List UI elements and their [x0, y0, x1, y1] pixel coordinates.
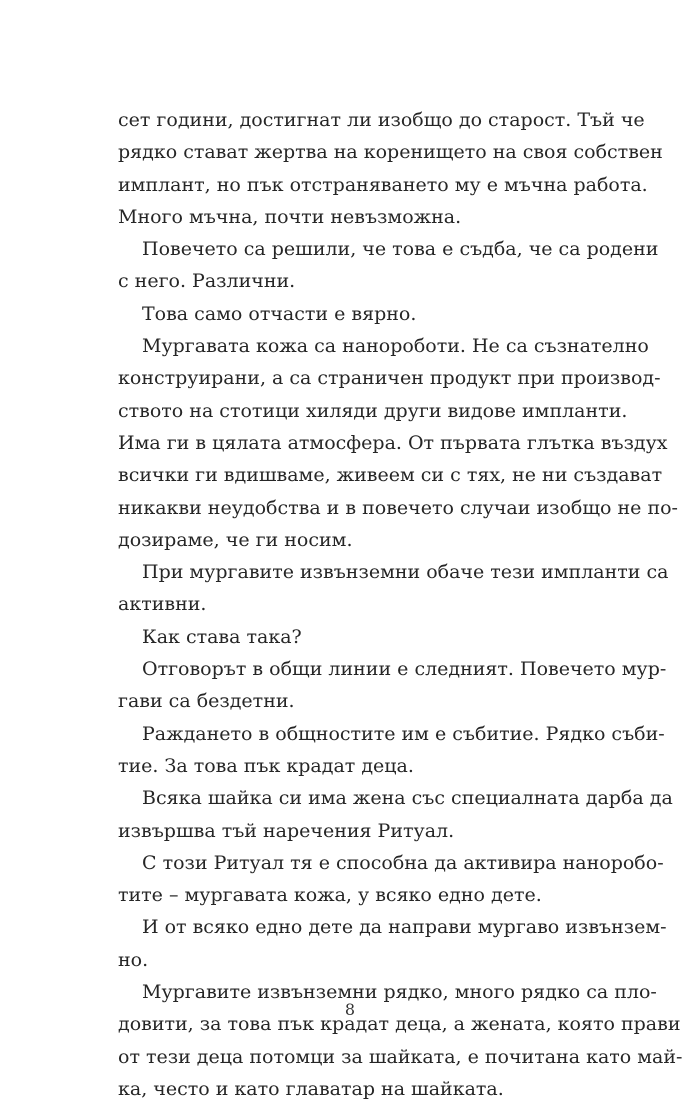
text-line: конструирани, а са страничен продукт при производ- — [118, 367, 661, 390]
text-line: рядко стават жертва на коренището на своя собствен — [118, 141, 663, 164]
text-line: Това само отчасти е вярно. — [142, 302, 417, 325]
text-line: дозираме, че ги носим. — [118, 528, 353, 551]
text-line: При мургавите извънземни обаче тези импланти са — [142, 561, 669, 584]
text-line: тие. За това пък крадат деца. — [118, 754, 414, 777]
text-line: Има ги в цялата атмосфера. От първата глътка въздух — [118, 431, 668, 454]
text-line: извършва тъй наречения Ритуал. — [118, 819, 455, 842]
text-line: И от всяко едно дете да направи мургаво извънзем- — [142, 916, 667, 939]
text-line: с него. Различни. — [118, 270, 296, 293]
text-line: Отговорът в общи линии е следният. Повечето мур- — [142, 658, 667, 681]
text-line: сет години, достигнат ли изобщо до старост. Тъй че — [118, 109, 645, 131]
text-line: Мургавите извънземни рядко, много рядко са пло- — [142, 981, 657, 1004]
text-line: Как става така? — [142, 625, 302, 648]
text-line: Повечето са решили, че това е съдба, че са родени — [142, 238, 659, 261]
text-line: активни. — [118, 593, 207, 616]
text-line: от тези деца потомци за шайката, е почитана като май- — [118, 1045, 683, 1068]
text-line: С този Ритуал тя е способна да активира наноробо- — [142, 851, 664, 874]
text-line: довити, за това пък крадат деца, а жената, която прави — [118, 1013, 681, 1036]
text-line: всички ги вдишваме, живеем си с тях, не ни създават — [118, 464, 663, 487]
text-line: Мургавата кожа са нанороботи. Не са съзнателно — [142, 335, 649, 358]
text-line: но. — [118, 948, 149, 971]
text-line: ка, често и като главатар на шайката. — [118, 1077, 504, 1100]
body-text — [118, 104, 683, 1105]
page-number: 8 — [344, 1000, 356, 1019]
text-line: тите – мургавата кожа, у всяко едно дете. — [118, 884, 542, 907]
text-line: Всяка шайка си има жена със специалната дарба да — [142, 787, 673, 810]
text-line: гави са бездетни. — [118, 690, 295, 713]
text-line: ството на стотици хиляди други видове импланти. — [118, 399, 628, 422]
text-line: Много мъчна, почти невъзможна. — [118, 205, 462, 228]
text-line: имплант, но пък отстраняването му е мъчна работа. — [118, 173, 648, 196]
text-line: Раждането в общностите им е събитие. Рядко съби- — [142, 722, 665, 745]
text-line: никакви неудобства и в повечето случаи изобщо не по- — [118, 496, 678, 519]
